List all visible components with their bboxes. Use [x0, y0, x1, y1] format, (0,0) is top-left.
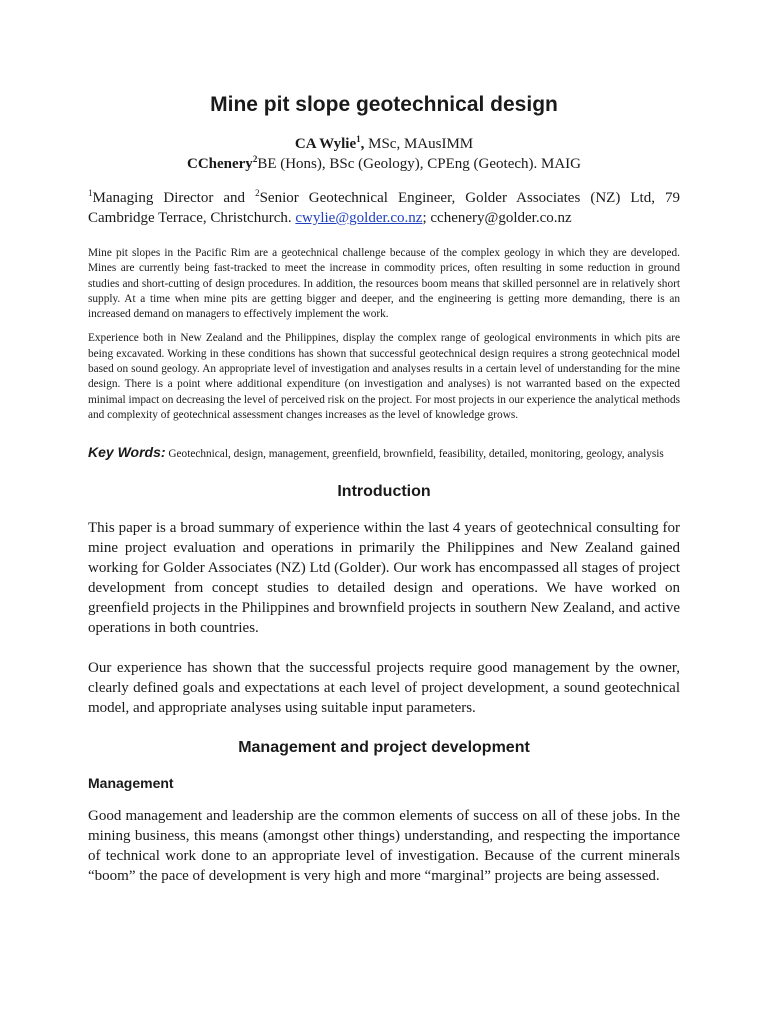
- abstract-paragraph: Experience both in New Zealand and the Philippines, display the complex range of geological environments in which pits are being excavated. Working in these conditions has shown that successful geotechnical design requires a strong geotechnical model based on sound geology. An appropriate level of investigation and analyses results in a certain level of understanding for the mine design. There is a point where additional expenditure (on investigation and analyses) is not warranted based on the expected minimal impact on decreasing the level of perceived risk on the project. For most projects in our experience the analytical methods and complexity of geotechnical assessment changes increases as the level of knowledge grows.: [88, 332, 680, 421]
- author-sup-1: 1: [356, 134, 361, 144]
- subsection-heading-management: Management: [88, 775, 174, 792]
- affil-sup-1: 1: [88, 188, 93, 198]
- body-paragraph: This paper is a broad summary of experience within the last 4 years of geotechnical consulting for mine project evaluation and operations in primarily the Philippines and New Zealand gained working for Golder Associates (NZ) Ltd (Golder). Our work has encompassed all stages of project development from concept studies to detailed design and operations. We have worked on greenfield projects in the Philippines and brownfield projects in southern New Zealand, and active operations in both countries.: [88, 520, 680, 637]
- author-credentials-2: BE (Hons), BSc (Geology), CPEng (Geotech). MAIG: [257, 156, 582, 172]
- author-block: [88, 134, 680, 174]
- keywords: [88, 445, 680, 462]
- author-name-2: CChenery: [186, 156, 253, 172]
- section-heading-management-dev: Management and project development: [238, 739, 530, 757]
- keywords-text: Geotechnical, design, management, greenfield, brownfield, feasibility, detailed, monitoring, geology, analysis: [165, 448, 664, 461]
- body-paragraph: Our experience has shown that the successful projects require good management by the owner, clearly defined goals and expectations at each level of project development, a sound geotechnical model, and appropriate analyses using suitable input parameters.: [88, 660, 680, 717]
- author-name-1: CA Wylie: [294, 136, 357, 152]
- body-paragraph: Good management and leadership are the common elements of success on all of these jobs. In the mining business, this means (amongst other things) understanding, and respecting the importance of technical work done to an appropriate level of investigation. Because of the current minerals “boom” the pace of development is very high and more “marginal” projects are being assessed.: [88, 808, 680, 885]
- affil-sup-2: 2: [255, 188, 260, 198]
- email-link-wylie[interactable]: cwylie@golder.co.nz: [295, 210, 423, 226]
- author-line-2: [88, 154, 680, 174]
- author-line-1: CA Wylie$^1$, MSc, MAusIMM: [294, 134, 474, 152]
- author-credentials-1: MSc, MAusIMM: [364, 136, 474, 152]
- section-heading-introduction: Introduction: [337, 483, 431, 501]
- author-sup-2: 2: [252, 154, 258, 164]
- paper-title: Mine pit slope geotechnical design: [210, 93, 558, 116]
- body-text: [88, 482, 680, 886]
- keywords-label: Key Words:: [88, 444, 166, 461]
- affiliation: $^1$Managing Director and $^2$Senior Geotechnical Engineer, Golder Associates (NZ) Ltd, 79 Cambridge Terrace, Christchurch. cwylie@golder.co.nz; cchenery@golder.co.nz: [88, 188, 680, 226]
- email-chenery: cchenery@golder.co.nz: [430, 210, 572, 226]
- abstract-paragraph: Mine pit slopes in the Pacific Rim are a geotechnical challenge because of the complex geology in which they are developed. Mines are currently being fast-tracked to meet the increase in commodity prices, often resulting in some reduction in ground studies and short-cutting of design procedures. In addition, the resources boom means that skilled personnel are in relatively short supply. At a time when mine pits are getting bigger and deeper, and the engineering is getting more demanding, there is an increased demand on managers to effectively implement the work.: [88, 247, 680, 321]
- abstract: [88, 246, 680, 423]
